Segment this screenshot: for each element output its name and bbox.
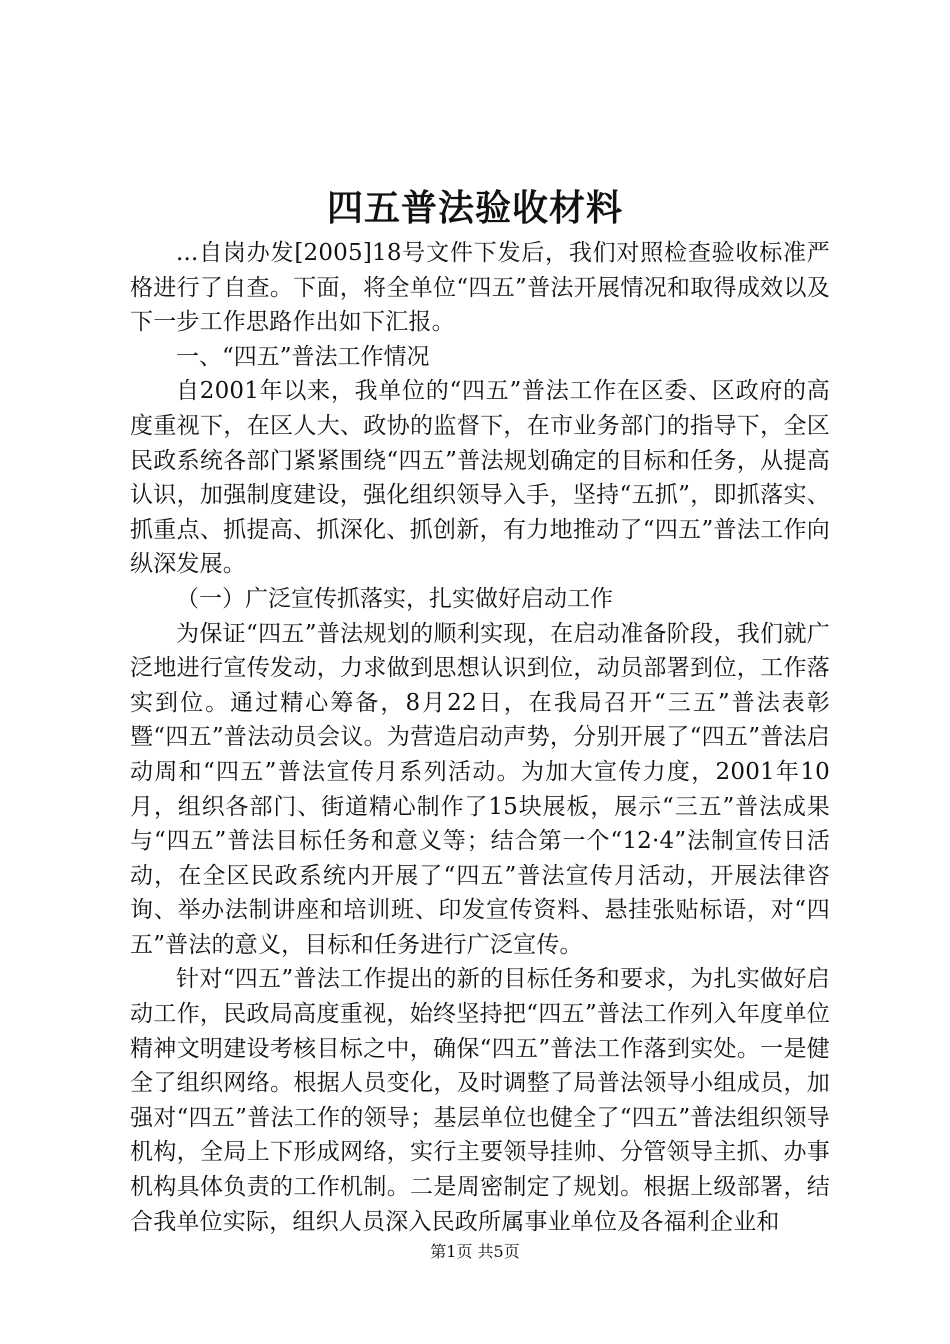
document-body: [130, 236, 830, 1239]
document-title: 四五普法验收材料: [326, 187, 623, 229]
section-heading-1: 一、“四五”普法工作情况: [176, 343, 430, 370]
intro-paragraph: ...自岗办发[2005]18号文件下发后，我们对照检查验收标准严格进行了自查。下面，将全单位“四五”普法开展情况和取得成效以及下一步工作思路作出如下汇报。: [130, 240, 830, 336]
subsection-1-paragraph-2: 针对“四五”普法工作提出的新的目标任务和要求，为扎实做好启动工作，民政局高度重视，始终坚持把“四五”普法工作列入年度单位精神文明建设考核目标之中，确保“四五”普法工作落到实处。一是健全了组织网络。根据人员变化，及时调整了局普法领导小组成员，加强对“四五”普法工作的领导；基层单位也健全了“四五”普法组织领导机构，全局上下形成网络，实行主要领导挂帅、分管领导主抓、办事机构具体负责的工作机制。二是周密制定了规划。根据上级部署，结合我单位实际，组织人员深入民政所属事业单位及各福利企业和: [130, 966, 830, 1235]
page-footer: 第1页 共5页: [430, 1242, 520, 1261]
subsection-1-paragraph-1: 为保证“四五”普法规划的顺利实现，在启动准备阶段，我们就广泛地进行宣传发动，力求做到思想认识到位，动员部署到位，工作落实到位。通过精心筹备，8月22日，在我局召开“三五”普法表彰暨“四五”普法动员会议。为营造启动声势，分别开展了“四五”普法启动周和“四五”普法宣传月系列活动。为加大宣传力度，2001年10月，组织各部门、街道精心制作了15块展板，展示“三五”普法成果与“四五”普法目标任务和意义等；结合第一个“12·4”法制宣传日活动，在全区民政系统内开展了“四五”普法宣传月活动，开展法律咨询、举办法制讲座和培训班、印发宣传资料、悬挂张贴标语，对“四五”普法的意义，目标和任务进行广泛宣传。: [130, 620, 830, 958]
subsection-heading-1: （一）广泛宣传抓落实，扎实做好启动工作: [176, 585, 613, 612]
section-1-paragraph: 自2001年以来，我单位的“四五”普法工作在区委、区政府的高度重视下，在区人大、政协的监督下，在市业务部门的指导下，全区民政系统各部门紧紧围绕“四五”普法规划确定的目标和任务，从提高认识，加强制度建设，强化组织领导入手，坚持“五抓”，即抓落实、抓重点、抓提高、抓深化、抓创新，有力地推动了“四五”普法工作向纵深发展。: [130, 378, 830, 578]
